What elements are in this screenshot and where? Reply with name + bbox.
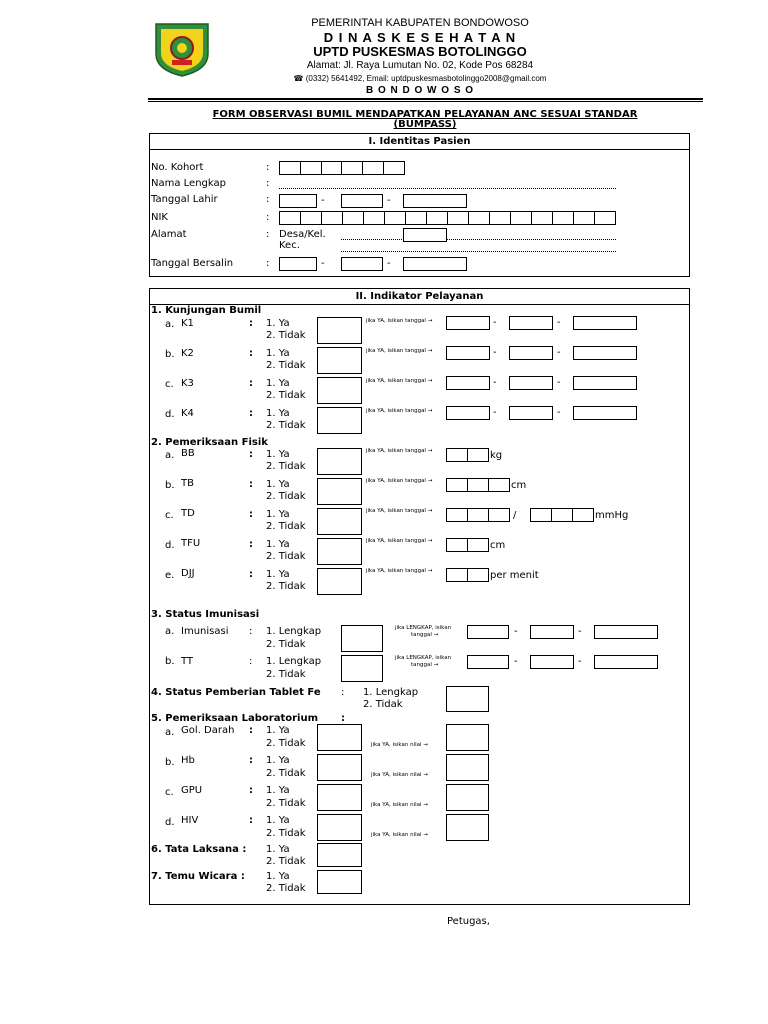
section-identitas-title: I. Identitas Pasien [368, 136, 471, 147]
option-tidak: 2. Tidak [266, 330, 306, 341]
option-ya: 1. Ya [266, 348, 290, 359]
tt-date-month[interactable] [530, 655, 574, 669]
label-td: TD [181, 508, 195, 519]
letter: c. [165, 787, 174, 798]
hint-tanggal: jika YA, isikan tanggal → [366, 508, 433, 514]
option-tidak: 2. Tidak [266, 581, 306, 592]
dash: - [493, 347, 497, 358]
header-puskesmas: UPTD PUSKESMAS BOTOLINGGO [313, 44, 527, 59]
option-tidak: 2. Tidak [266, 390, 306, 401]
group-tata-laksana: 6. Tata Laksana : [151, 844, 247, 855]
group-laboratorium: 5. Pemeriksaan Laboratorium [151, 713, 318, 724]
colon: : [249, 449, 253, 460]
hint-nilai: jika YA, isikan nilai → [371, 832, 428, 838]
imunisasi-date-day[interactable] [467, 625, 509, 639]
colon: : [249, 539, 253, 550]
dash: - [557, 317, 561, 328]
form-title: FORM OBSERVASI BUMIL MENDAPATKAN PELAYANAN ANC SESUAI STANDAR [212, 109, 638, 120]
label-bb: BB [181, 448, 195, 459]
header-contact: ☎ (0332) 5641492, Email: uptdpuskesmasbotolinggo2008@gmail.com [293, 74, 547, 83]
djj-value-field[interactable] [446, 568, 489, 582]
option-tidak: 2. Tidak [363, 699, 403, 710]
option-tidak: 2. Tidak [266, 521, 306, 532]
letter: a. [165, 626, 175, 637]
k4-date-month[interactable] [509, 406, 553, 420]
label-tanggal-lahir: Tanggal Lahir [151, 194, 218, 205]
option-lengkap: 1. Lengkap [266, 626, 322, 637]
dash: - [493, 407, 497, 418]
hint-lengkap-tanggal: tanggal → [411, 632, 439, 638]
k1-date-day[interactable] [446, 316, 490, 330]
k4-date-year[interactable] [573, 406, 637, 420]
group-pemeriksaan-fisik: 2. Pemeriksaan Fisik [151, 437, 268, 448]
group-tablet-fe: 4. Status Pemberian Tablet Fe [151, 687, 321, 698]
letter: a. [165, 319, 175, 330]
label-gpu: GPU [181, 785, 203, 796]
option-ya: 1. Ya [266, 378, 290, 389]
header-government: PEMERINTAH KABUPATEN BONDOWOSO [311, 17, 529, 29]
option-ya: 1. Ya [266, 408, 290, 419]
letter: d. [165, 540, 175, 551]
colon: : [266, 194, 270, 205]
colon: : [266, 212, 270, 223]
header-department: D I N A S K E S E H A T A N [323, 30, 517, 45]
logo [152, 20, 212, 78]
option-tidak: 2. Tidak [266, 669, 306, 680]
group-kunjungan-bumil: 1. Kunjungan Bumil [151, 305, 262, 316]
dash: - [387, 195, 391, 206]
option-ya: 1. Ya [266, 569, 290, 580]
label-tfu: TFU [181, 538, 201, 549]
option-lengkap: 1. Lengkap [266, 656, 322, 667]
k3-answer-box[interactable] [317, 377, 362, 404]
td-diastolic-field[interactable] [530, 508, 594, 522]
letter: a. [165, 450, 175, 461]
letter: d. [165, 409, 175, 420]
unit-per-menit: per menit [490, 570, 539, 581]
k2-date-day[interactable] [446, 346, 490, 360]
letter: b. [165, 480, 175, 491]
letter: e. [165, 570, 175, 581]
option-ya: 1. Ya [266, 539, 290, 550]
gol-darah-answer-box[interactable] [317, 724, 362, 751]
hint-tanggal: jika YA, isikan tanggal → [366, 348, 433, 354]
dash: - [321, 195, 325, 206]
imunisasi-date-year[interactable] [594, 625, 658, 639]
dash: - [493, 317, 497, 328]
tanggal-lahir-month[interactable] [341, 194, 383, 208]
slash: / [513, 510, 517, 521]
colon: : [249, 815, 253, 826]
dash: - [557, 347, 561, 358]
colon: : [249, 725, 253, 736]
kec-field[interactable] [341, 251, 616, 252]
option-lengkap: 1. Lengkap [363, 687, 419, 698]
unit-kg: kg [490, 450, 503, 461]
k3-date-day[interactable] [446, 376, 490, 390]
option-tidak: 2. Tidak [266, 360, 306, 371]
option-tidak: 2. Tidak [266, 768, 306, 779]
header-divider [148, 98, 703, 102]
label-hiv: HIV [181, 815, 199, 826]
hiv-answer-box[interactable] [317, 814, 362, 841]
option-ya: 1. Ya [266, 815, 290, 826]
label-tanggal-bersalin: Tanggal Bersalin [151, 258, 234, 269]
tb-value-field[interactable] [446, 478, 510, 492]
hint-lengkap-tanggal: tanggal → [411, 662, 439, 668]
option-ya: 1. Ya [266, 725, 290, 736]
label-nama-lengkap: Nama Lengkap [151, 178, 226, 189]
tt-date-day[interactable] [467, 655, 509, 669]
group-status-imunisasi: 3. Status Imunisasi [151, 609, 260, 620]
imunisasi-date-month[interactable] [530, 625, 574, 639]
colon: : [249, 656, 253, 667]
hint-nilai: jika YA, isikan nilai → [371, 742, 428, 748]
label-tb: TB [181, 478, 194, 489]
option-ya: 1. Ya [266, 844, 290, 855]
colon: : [249, 569, 253, 580]
unit-mmhg: mmHg [595, 510, 629, 521]
td-systolic-field[interactable] [446, 508, 510, 522]
gpu-answer-box[interactable] [317, 784, 362, 811]
option-tidak: 2. Tidak [266, 828, 306, 839]
hint-tanggal: jika YA, isikan tanggal → [366, 538, 433, 544]
colon: : [249, 755, 253, 766]
label-nik: NIK [151, 212, 168, 223]
option-tidak: 2. Tidak [266, 738, 306, 749]
k4-answer-box[interactable] [317, 407, 362, 434]
label-k3: K3 [181, 378, 194, 389]
colon: : [266, 229, 270, 240]
hint-tanggal: jika YA, isikan tanggal → [366, 318, 433, 324]
k1-answer-box[interactable] [317, 317, 362, 344]
colon: : [249, 785, 253, 796]
hint-tanggal: jika YA, isikan tanggal → [366, 378, 433, 384]
dash: - [514, 656, 518, 667]
tanggal-bersalin-month[interactable] [341, 257, 383, 271]
hint-lengkap: jika LENGKAP, isikan [395, 655, 452, 661]
dash: - [578, 626, 582, 637]
option-tidak: 2. Tidak [266, 461, 306, 472]
dash: - [557, 407, 561, 418]
header-city: B O N D O W O S O [365, 85, 475, 96]
option-tidak: 2. Tidak [266, 883, 306, 894]
label-alamat: Alamat [151, 229, 187, 240]
colon: : [249, 509, 253, 520]
tt-answer-box[interactable] [341, 655, 383, 682]
temu-wicara-answer-box[interactable] [317, 870, 362, 894]
label-gol-darah: Gol. Darah [181, 725, 235, 736]
option-ya: 1. Ya [266, 755, 290, 766]
k4-date-day[interactable] [446, 406, 490, 420]
section-identitas-divider [150, 149, 689, 150]
label-k1: K1 [181, 318, 194, 329]
td-answer-box[interactable] [317, 508, 362, 535]
colon: : [266, 258, 270, 269]
letter: b. [165, 656, 175, 667]
group-temu-wicara: 7. Temu Wicara : [151, 871, 245, 882]
label-k2: K2 [181, 348, 194, 359]
letter: b. [165, 757, 175, 768]
letter: b. [165, 349, 175, 360]
option-tidak: 2. Tidak [266, 856, 306, 867]
letter: c. [165, 379, 174, 390]
hiv-value[interactable] [446, 814, 489, 841]
dash: - [321, 258, 325, 269]
k1-date-year[interactable] [573, 316, 637, 330]
dash: - [493, 377, 497, 388]
k1-date-month[interactable] [509, 316, 553, 330]
dash: - [514, 626, 518, 637]
option-ya: 1. Ya [266, 871, 290, 882]
option-tidak: 2. Tidak [266, 420, 306, 431]
hb-answer-box[interactable] [317, 754, 362, 781]
unit-cm: cm [490, 540, 506, 551]
colon: : [249, 408, 253, 419]
dash: - [578, 656, 582, 667]
unit-cm: cm [511, 480, 527, 491]
label-djj: DJJ [181, 568, 195, 579]
hint-lengkap: jika LENGKAP, isikan [395, 625, 452, 631]
option-ya: 1. Ya [266, 785, 290, 796]
tablet-fe-answer-box[interactable] [446, 686, 489, 712]
tb-answer-box[interactable] [317, 478, 362, 505]
option-ya: 1. Ya [266, 509, 290, 520]
gol-darah-value[interactable] [446, 724, 489, 751]
dash: - [557, 377, 561, 388]
hint-tanggal: jika YA, isikan tanggal → [366, 478, 433, 484]
bb-value-field[interactable] [446, 448, 489, 462]
bb-answer-box[interactable] [317, 448, 362, 475]
hint-nilai: jika YA, isikan nilai → [371, 802, 428, 808]
colon: : [249, 378, 253, 389]
k2-date-year[interactable] [573, 346, 637, 360]
letter: c. [165, 510, 174, 521]
hb-value[interactable] [446, 754, 489, 781]
option-tidak: 2. Tidak [266, 639, 306, 650]
option-tidak: 2. Tidak [266, 491, 306, 502]
dash: - [387, 258, 391, 269]
colon: : [341, 687, 345, 698]
tanggal-bersalin-year[interactable] [403, 257, 467, 271]
k3-date-year[interactable] [573, 376, 637, 390]
label-hb: Hb [181, 755, 195, 766]
label-desa: Desa/Kel. [279, 229, 326, 240]
tanggal-lahir-year[interactable] [403, 194, 467, 208]
hint-tanggal: jika YA, isikan tanggal → [366, 448, 433, 454]
tfu-value-field[interactable] [446, 538, 489, 552]
tanggal-bersalin-day[interactable] [279, 257, 317, 271]
colon: : [266, 162, 270, 173]
colon: : [249, 348, 253, 359]
desa-code-field[interactable] [403, 228, 447, 242]
hint-tanggal: jika YA, isikan tanggal → [366, 568, 433, 574]
label-no-kohort: No. Kohort [151, 162, 204, 173]
option-ya: 1. Ya [266, 318, 290, 329]
colon: : [249, 318, 253, 329]
option-tidak: 2. Tidak [266, 551, 306, 562]
hint-nilai: jika YA, isikan nilai → [371, 772, 428, 778]
no-kohort-field[interactable] [279, 161, 405, 175]
k2-answer-box[interactable] [317, 347, 362, 374]
tata-laksana-answer-box[interactable] [317, 843, 362, 867]
label-tt: TT [181, 656, 194, 667]
desa-field[interactable] [341, 239, 616, 240]
imunisasi-answer-box[interactable] [341, 625, 383, 652]
label-imunisasi: Imunisasi [181, 626, 229, 637]
hint-tanggal: jika YA, isikan tanggal → [366, 408, 433, 414]
colon: : [341, 713, 345, 724]
section-indikator-title: II. Indikator Pelayanan [355, 291, 484, 302]
nama-lengkap-field[interactable] [279, 188, 616, 189]
label-k4: K4 [181, 408, 194, 419]
nik-field[interactable] [279, 211, 616, 225]
option-tidak: 2. Tidak [266, 798, 306, 809]
djj-answer-box[interactable] [317, 568, 362, 595]
gpu-value[interactable] [446, 784, 489, 811]
tfu-answer-box[interactable] [317, 538, 362, 565]
petugas-label: Petugas, [447, 916, 490, 927]
colon: : [249, 626, 253, 637]
option-ya: 1. Ya [266, 479, 290, 490]
k2-date-month[interactable] [509, 346, 553, 360]
tanggal-lahir-day[interactable] [279, 194, 317, 208]
header-address: Alamat: Jl. Raya Lumutan No. 02, Kode Pos 68284 [306, 60, 534, 71]
letter: d. [165, 817, 175, 828]
k3-date-month[interactable] [509, 376, 553, 390]
label-kec: Kec. [279, 240, 300, 251]
tt-date-year[interactable] [594, 655, 658, 669]
colon: : [266, 178, 270, 189]
form-subtitle: (BUMPASS) [393, 119, 457, 130]
letter: a. [165, 727, 175, 738]
colon: : [249, 479, 253, 490]
option-ya: 1. Ya [266, 449, 290, 460]
